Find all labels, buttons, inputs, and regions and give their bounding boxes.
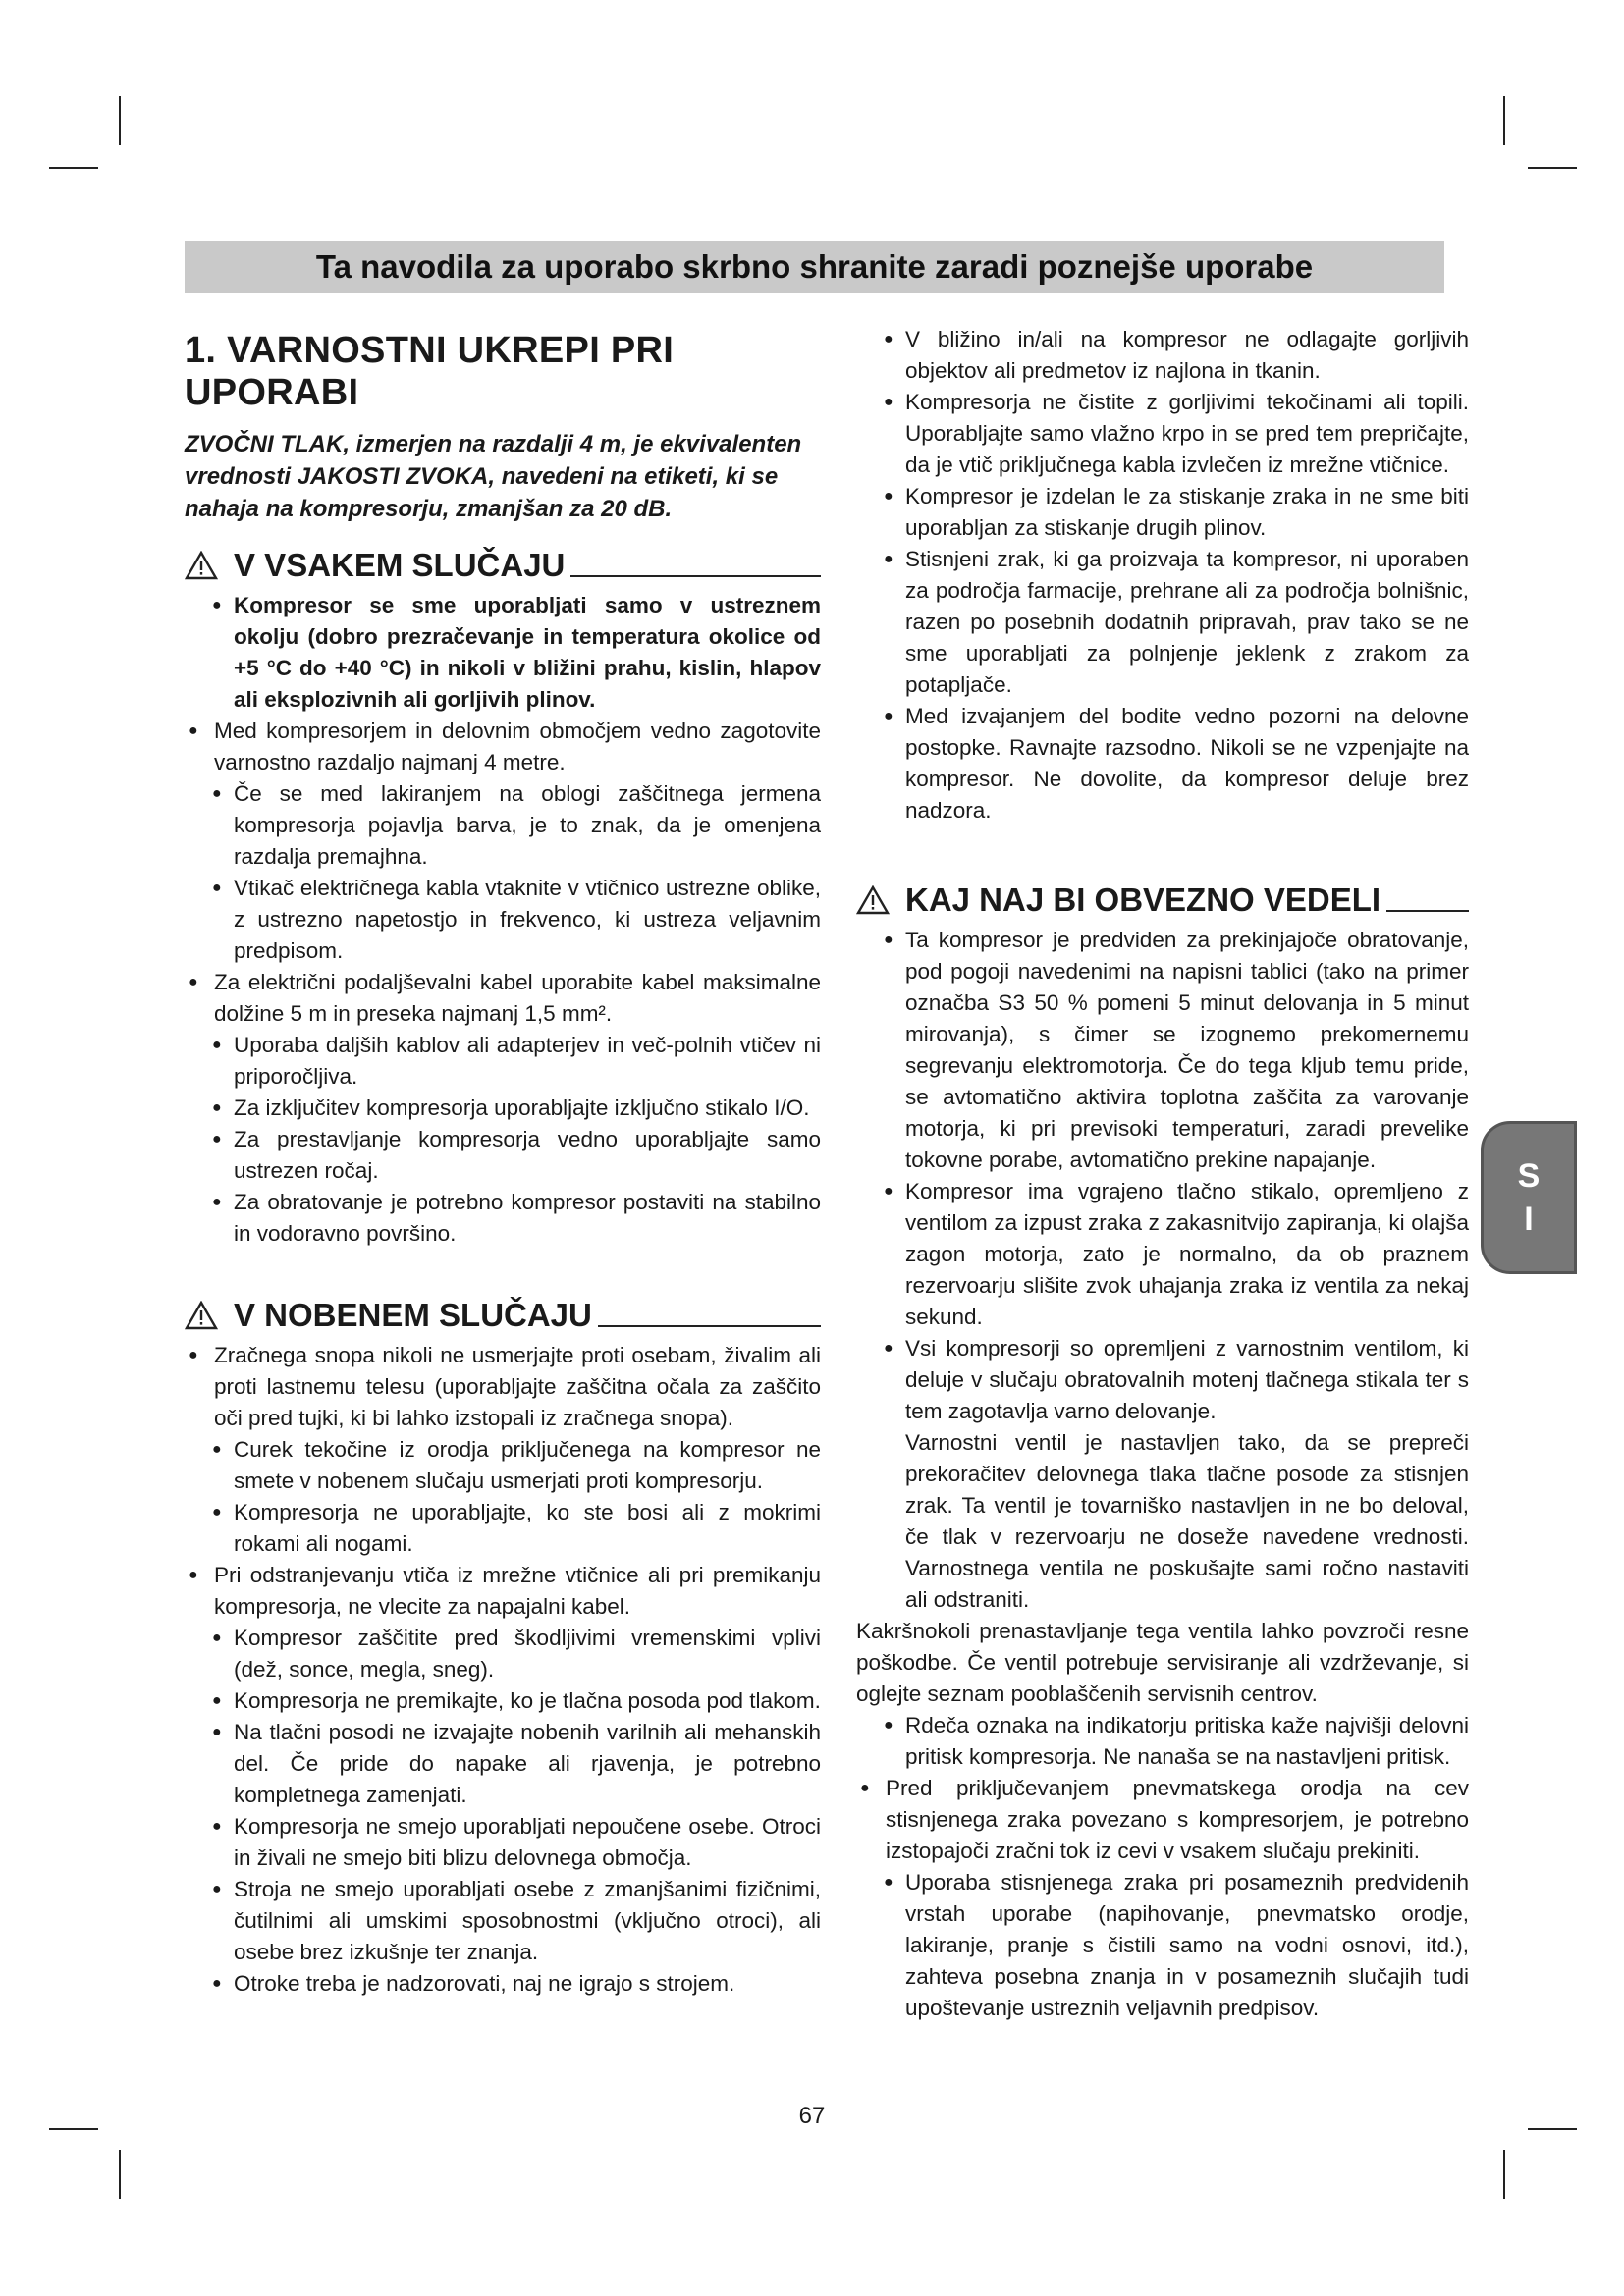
list-item: Varnostni ventil je nastavljen tako, da se prepreči prekoračitev delovnega tlaka tlačne posode za stisnjen zrak. Ta ventil je tovarniško nastavljen in ne bo deloval, če tlak v rezervoarju ne doseže navedene vrednosti. Varnostnega ventila ne poskušajte sami ročno nastaviti ali odstraniti. [905, 1430, 1469, 1612]
list-item: ● Za obratovanje je potrebno kompresor postaviti na stabilno in vodoravno površino. [212, 1187, 821, 1250]
crop-mark [49, 167, 98, 169]
language-tab [1481, 1121, 1577, 1274]
list-item: ● Kompresor zaščitite pred škodljivimi vremenskimi vplivi (dež, sonce, megla, sneg). [212, 1623, 821, 1685]
list-item: ● Uporaba stisnjenega zraka pri posameznih predvidenih vrstah uporabe (napihovanje, pnevmatsko orodje, lakiranje, pranje s čistili samo na vodni osnovi, itd.), zahteva posebna znanja in v posameznih slučajih tudi upoštevanje ustreznih veljavnih predpisov. [884, 1867, 1469, 2024]
list-item: ● Rdeča oznaka na indikatorju pritiska kaže najvišji delovni pritisk kompresorja. Ne nanaša se na nastavljeni pritisk. [884, 1710, 1469, 1773]
vsakem-title: V VSAKEM SLUČAJU [234, 547, 566, 583]
list-item: ● Kompresor je izdelan le za stiskanje zraka in ne sme biti uporabljan za stiskanje drugih plinov. [884, 481, 1469, 544]
list-item: ● Kompresorja ne uporabljajte, ko ste bosi ali z mokrimi rokami ali nogami. [212, 1497, 821, 1560]
heading-rule [1386, 910, 1469, 912]
list-item: ● Vtikač električnega kabla vtaknite v vtičnico ustrezne oblike, z ustrezno napetostjo in frekvenco, ki ustreza veljavnim predpisom. [212, 873, 821, 967]
list-item: ● Pred priključevanjem pnevmatskega orodja na cev stisnjenega zraka povezano s kompresorjem, je potrebno izstopajoči zračni tok iz cevi v vsakem slučaju prekiniti. [856, 1773, 1469, 1867]
list-item: ● Za prestavljanje kompresorja vedno uporabljajte samo ustrezen ročaj. [212, 1124, 821, 1187]
list-item: ● Pri odstranjevanju vtiča iz mrežne vtičnice ali pri premikanju kompresorja, ne vlecite za napajalni kabel. [185, 1560, 821, 1623]
intro-paragraph: ZVOČNI TLAK, izmerjen na razdalji 4 m, je ekvivalenten vrednosti JAKOSTI ZVOKA, navedeni na etiketi, ki se nahaja na kompresorju, zmanjšan za 20 dB. [185, 431, 802, 522]
list-item: ● Uporaba daljših kablov ali adapterjev in več-polnih vtičev ni priporočljiva. [212, 1030, 821, 1093]
list-item: ● Na tlačni posodi ne izvajajte nobenih varilnih ali mehanskih del. Če pride do napake ali rjavenja, je potrebno kompletnega zamenjati. [212, 1717, 821, 1811]
list-item: ● Kompresor se sme uporabljati samo v ustreznem okolju (dobro prezračevanje in temperatura okolice od +5 °C do +40 °C) in nikoli v bližini prahu, kislin, hlapov ali eksplozivnih ali gorljivih plinov. [212, 590, 821, 716]
list-item: ● Kompresorja ne premikajte, ko je tlačna posoda pod tlakom. [212, 1685, 821, 1717]
nobenem-title: V NOBENEM SLUČAJU [234, 1297, 592, 1333]
list-item: ● Kompresor ima vgrajeno tlačno stikalo, opremljeno z ventilom za izpust zraka z zakasnitvijo zapiranja, ki olajša zagon motorja, zato je normalno, da ob praznem rezervoarju slišite zvok uhajanja zraka iz ventila za nekaj sekund. [884, 1176, 1469, 1333]
vedeli-title: KAJ NAJ BI OBVEZNO VEDELI [905, 881, 1381, 918]
vsakem-heading [185, 547, 821, 584]
vedeli-heading [856, 881, 1469, 919]
vsakem-list [185, 590, 821, 1250]
language-tab-letter: I [1524, 1201, 1534, 1238]
list-item: ● Stroja ne smejo uporabljati osebe z zmanjšanimi fizičnimi, čutilnimi ali umskimi sposobnostmi (vključno otroci), ali osebe brez izkušnje ter znanja. [212, 1874, 821, 1968]
list-item: ● Ta kompresor je predviden za prekinjajoče obratovanje, pod pogoji navedenimi na napisni tablici (tako na primer označba S3 50 % pomeni 5 minut delovanja in 5 minut mirovanja), s čimer se izognemo prekomernemu segrevanju elektromotorja. Če do tega kljub temu pride, se avtomatično aktivira toplotna zaščita za varovanje motorja, ki pri previsoki temperaturi, zaradi prevelike tokovne porabe, avtomatično prekine napajanje. [884, 925, 1469, 1176]
list-item: Kakršnokoli prenastavljanje tega ventila lahko povzroči resne poškodbe. Če ventil potrebuje servisiranje ali vzdrževanje, si oglejte seznam pooblaščenih servisnih centrov. [856, 1619, 1469, 1706]
right-top-list [856, 324, 1469, 827]
nobenem-heading [185, 1297, 821, 1334]
warning-icon [185, 551, 218, 580]
warning-icon [185, 1301, 218, 1330]
crop-mark [119, 2150, 121, 2199]
crop-mark [1528, 167, 1577, 169]
list-item: ● Med izvajanjem del bodite vedno pozorni na delovne postopke. Ravnajte razsodno. Nikoli se ne vzpenjajte na kompresor. Ne dovolite, da kompresor deluje brez nadzora. [884, 701, 1469, 827]
crop-mark [1503, 2150, 1505, 2199]
list-item: ● V bližino in/ali na kompresor ne odlagajte gorljivih objektov ali predmetov iz najlona in tkanin. [884, 324, 1469, 387]
list-item: ● Kompresorja ne smejo uporabljati nepoučene osebe. Otroci in živali ne smejo biti blizu delovnega območja. [212, 1811, 821, 1874]
section-title: 1. VARNOSTNI UKREPI PRI UPORABI [185, 330, 675, 413]
language-tab-letter: S [1517, 1157, 1541, 1195]
list-item: ● Za električni podaljševalni kabel uporabite kabel maksimalne dolžine 5 m in preseka najmanj 1,5 mm². [185, 967, 821, 1030]
page-number: 67 [798, 2103, 826, 2129]
list-item: ● Zračnega snopa nikoli ne usmerjajte proti osebam, živalim ali proti lastnemu telesu (uporabljajte zaščitna očala za zaščito oči pred tujki, ki bi lahko izstopali iz zračnega snopa). [185, 1340, 821, 1434]
heading-rule [570, 575, 821, 577]
list-item: ● Če se med lakiranjem na oblogi zaščitnega jermena kompresorja pojavlja barva, je to znak, da je omenjena razdalja premajhna. [212, 778, 821, 873]
header-banner: Ta navodila za uporabo skrbno shranite zaradi poznejše uporabe [185, 241, 1444, 293]
crop-mark [1503, 96, 1505, 145]
list-item: ● Otroke treba je nadzorovati, naj ne igrajo s strojem. [212, 1968, 821, 2000]
left-column [185, 324, 821, 2000]
list-item: ● Curek tekočine iz orodja priključenega na kompresor ne smete v nobenem slučaju usmerjati proti kompresorju. [212, 1434, 821, 1497]
list-item: ● Za izključitev kompresorja uporabljajte izključno stikalo I/O. [212, 1093, 821, 1124]
crop-mark [119, 96, 121, 145]
heading-rule [598, 1325, 821, 1327]
right-column [856, 324, 1469, 2024]
warning-icon [856, 885, 890, 915]
list-item: ● Vsi kompresorji so opremljeni z varnostnim ventilom, ki deluje v slučaju obratovalnih motenj tlačnega stikala ter s tem zagotavlja varno delovanje. [884, 1333, 1469, 1427]
vedeli-list [856, 925, 1469, 2024]
nobenem-list [185, 1340, 821, 2000]
list-item: ● Kompresorja ne čistite z gorljivimi tekočinami ali topili. Uporabljajte samo vlažno krpo in se pred tem prepričajte, da je vtič priključnega kabla izvlečen iz mrežne vtičnice. [884, 387, 1469, 481]
list-item: ● Stisnjeni zrak, ki ga proizvaja ta kompresor, ni uporaben za področja farmacije, prehrane ali za področja bolnišnic, razen po posebnih dodatnih pripravah, prav tako se ne sme uporabljati za polnjenje jeklenk z zrakom za potapljače. [884, 544, 1469, 701]
list-item: ● Med kompresorjem in delovnim območjem vedno zagotovite varnostno razdaljo najmanj 4 metre. [185, 716, 821, 778]
